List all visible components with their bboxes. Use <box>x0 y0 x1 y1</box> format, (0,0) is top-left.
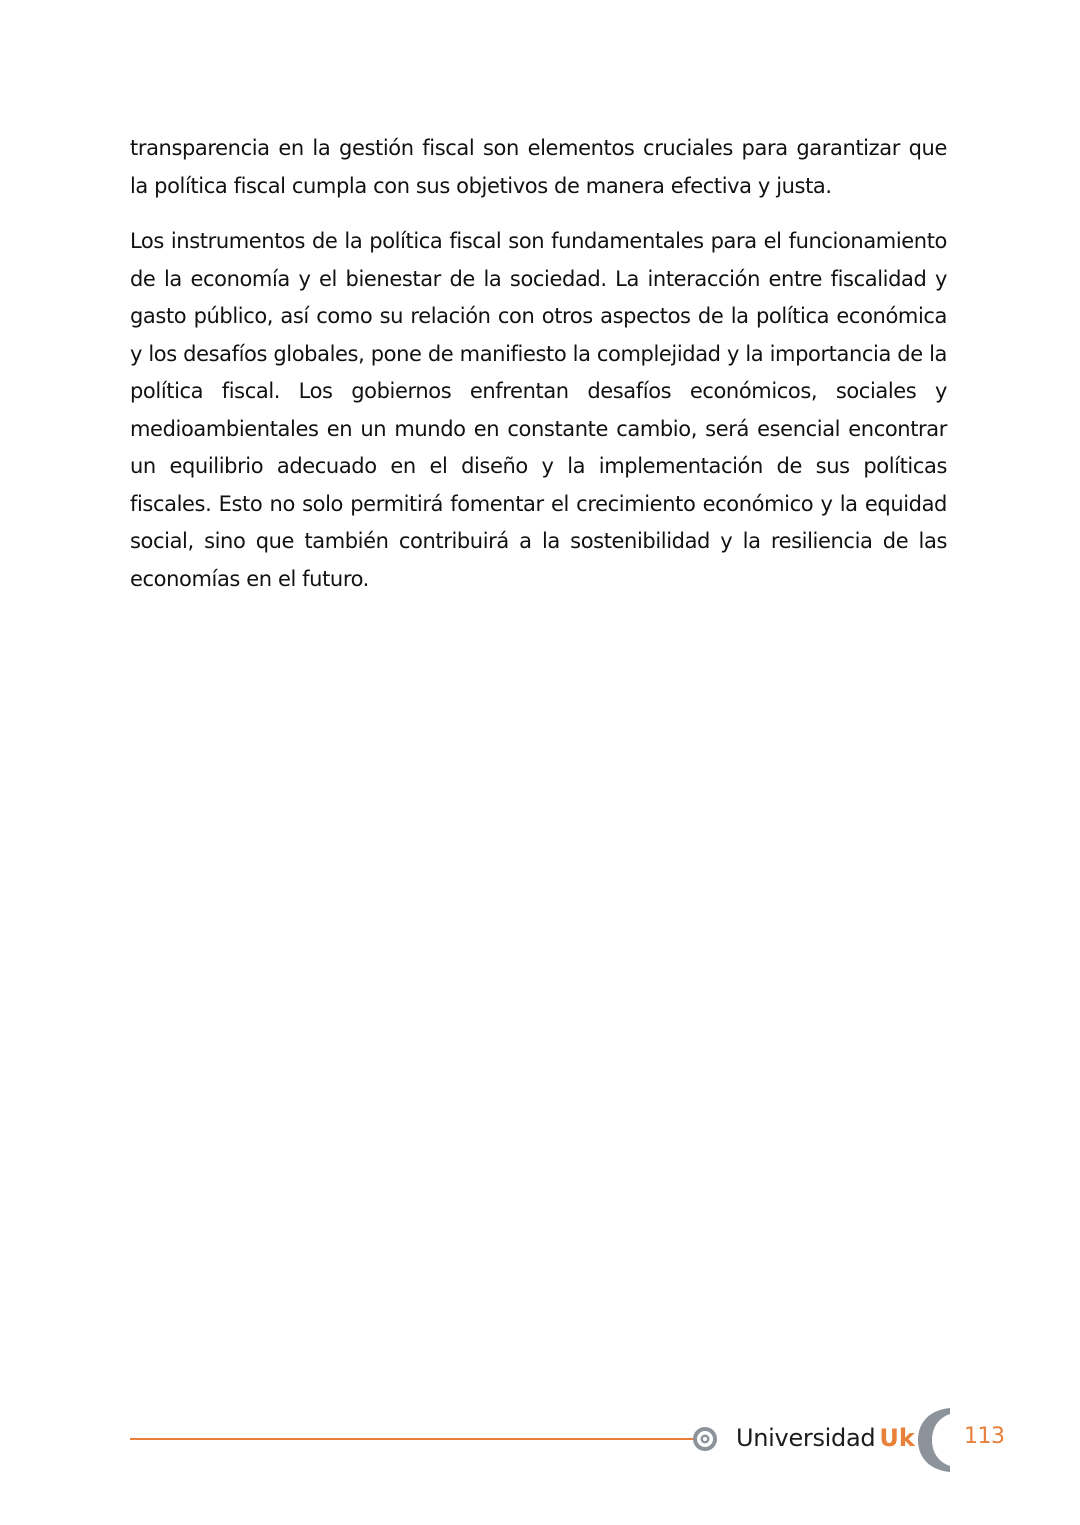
page-number: 113 <box>964 1424 1005 1449</box>
crescent-decoration-icon <box>918 1408 952 1472</box>
brand-accent: Uk <box>879 1424 915 1452</box>
page-body <box>130 130 947 598</box>
brand-name: Universidad <box>736 1424 876 1452</box>
body-paragraph-1: transparencia en la gestión fiscal son elementos cruciales para garantizar que la política fiscal cumpla con sus objetivos de manera efectiva y justa. <box>130 136 947 198</box>
body-paragraph-2: Los instrumentos de la política fiscal son fundamentales para el funcionamiento de la economía y el bienestar de la sociedad. La interacción entre fiscalidad y gasto público, así como su relación con otros aspectos de la política económica y los desafíos globales, pone de manifiesto la complejidad y la importancia de la política fiscal. Los gobiernos enfrentan desafíos económicos, sociales y medioambientales en un mundo en constante cambio, será esencial encontrar un equilibrio adecuado en el diseño y la implementación de sus políticas fiscales. Esto no solo permitirá fomentar el crecimiento económico y la equidad social, sino que también contribuirá a la sostenibilidad y la resiliencia de las economías en el futuro. <box>130 229 947 591</box>
footer-rule <box>130 1438 696 1440</box>
brand-logo <box>736 1421 915 1455</box>
target-circle-icon <box>692 1426 718 1452</box>
